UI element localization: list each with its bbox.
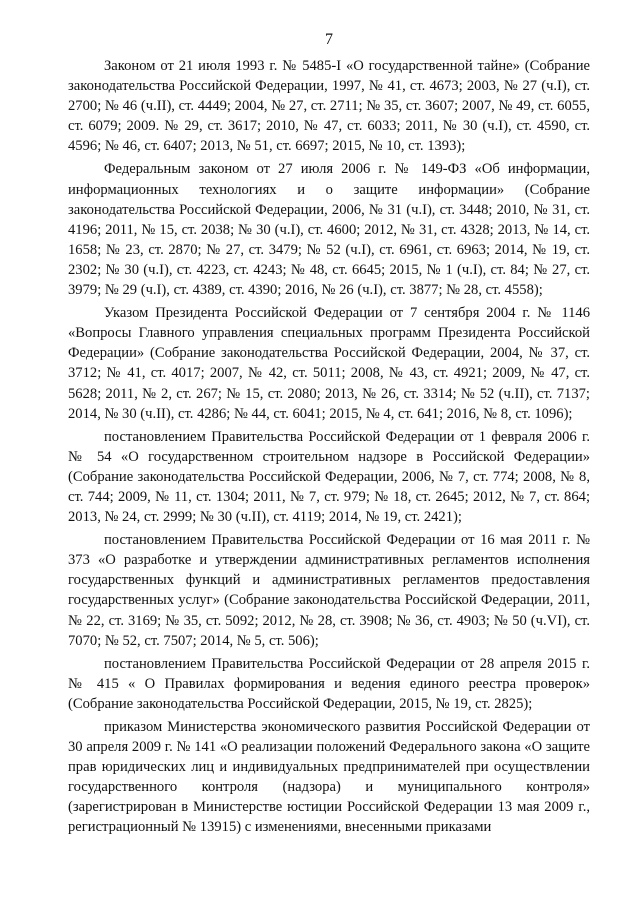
paragraph-law-state-secret: Законом от 21 июля 1993 г. № 5485-I «О государственной тайне» (Собрание законодательства Российской Федерации, 1997, № 41, ст. 4673; 2003, № 27 (ч.I), ст. 2700; № 46 (ч.II), ст. 4449; 2004, № 27, ст. 2711; № 35, ст. 3607; 2007, № 49, ст. 6055, ст. 6079; 2009. № 29, ст. 3617; 2010, № 47, ст. 6033; 2011, № 30 (ч.I), ст. 4590, ст. 4596; № 46, ст. 6407; 2013, № 51, ст. 6697; 2015, № 10, ст. 1393); <box>68 58 590 155</box>
page-number: 7 <box>325 31 333 48</box>
paragraph-resolution-inspections-registry: постановлением Правительства Российской Федерации от 28 апреля 2015 г. № 415 « О Правилах формирования и ведения единого реестра проверок» (Собрание законодательства Российской Федерации, 2015, № 19, ст. 2825); <box>68 655 590 712</box>
document-page <box>68 30 590 841</box>
paragraph-federal-law-information: Федеральным законом от 27 июля 2006 г. № 149-ФЗ «Об информации, информационных технологиях и о защите информации» (Собрание законодательства Российской Федерации, 2006, № 31 (ч.I), ст. 3448; 2010, № 31, ст. 4196; 2011, № 15, ст. 2038; № 30 (ч.I), ст. 4600; 2012, № 31, ст. 4328; 2013, № 14, ст. 1658; № 23, ст. 2870; № 27, ст. 3479; № 52 (ч.I), ст. 6961, ст. 6963; 2014, № 19, ст. 2302; № 30 (ч.I), ст. 4223, ст. 4243; № 48, ст. 6645; 2015, № 1 (ч.I), ст. 84; № 27, ст. 3979; № 29 (ч.I), ст. 4389, ст. 4390; 2016, № 26 (ч.I), ст. 3877; № 28, ст. 4558); <box>68 161 590 299</box>
paragraph-order-ministry-economic-development: приказом Министерства экономического развития Российской Федерации от 30 апреля 2009 г. № 141 «О реализации положений Федерального закона «О защите прав юридических лиц и индивидуальных предпринимателей при осуществлении государственного контроля (надзора) и муниципального контроля» (зарегистрирован в Министерстве юстиции Российской Федерации 13 мая 2009 г., регистрационный № 13915) с изменениями, внесенными приказами <box>68 719 590 836</box>
paragraph-presidential-decree: Указом Президента Российской Федерации от 7 сентября 2004 г. № 1146 «Вопросы Главного управления специальных программ Президента Российской Федерации» (Собрание законодательства Российской Федерации, 2004, № 37, ст. 3712; № 41, ст. 4017; 2007, № 42, ст. 5011; 2008, № 43, ст. 4921; 2009, № 47, ст. 5628; 2011, № 2, ст. 267; № 15, ст. 2080; 2013, № 26, ст. 3314; № 52 (ч.II), ст. 7137; 2014, № 30 (ч.II), ст. 4286; № 44, ст. 6041; 2015, № 4, ст. 641; 2016, № 8, ст. 1096); <box>68 305 590 422</box>
paragraph-resolution-construction-supervision: постановлением Правительства Российской Федерации от 1 февраля 2006 г. № 54 «О государственном строительном надзоре в Российской Федерации» (Собрание законодательства Российской Федерации, 2006, № 7, ст. 774; 2008, № 8, ст. 744; 2009, № 11, ст. 1304; 2011, № 7, ст. 979; № 18, ст. 2645; 2012, № 7, ст. 864; 2013, № 24, ст. 2999; № 30 (ч.II), ст. 4119; 2014, № 19, ст. 2421); <box>68 428 590 526</box>
paragraph-resolution-administrative-regulations: постановлением Правительства Российской Федерации от 16 мая 2011 г. № 373 «О разработке и утверждении административных регламентов исполнения государственных функций и административных регламентов предоставления государственных услуг» (Собрание законодательства Российской Федерации, 2011, № 22, ст. 3169; № 35, ст. 5092; 2012, № 28, ст. 3908; № 36, ст. 4903; № 50 (ч.VI), ст. 7070; № 52, ст. 7507; 2014, № 5, ст. 506); <box>68 532 590 649</box>
